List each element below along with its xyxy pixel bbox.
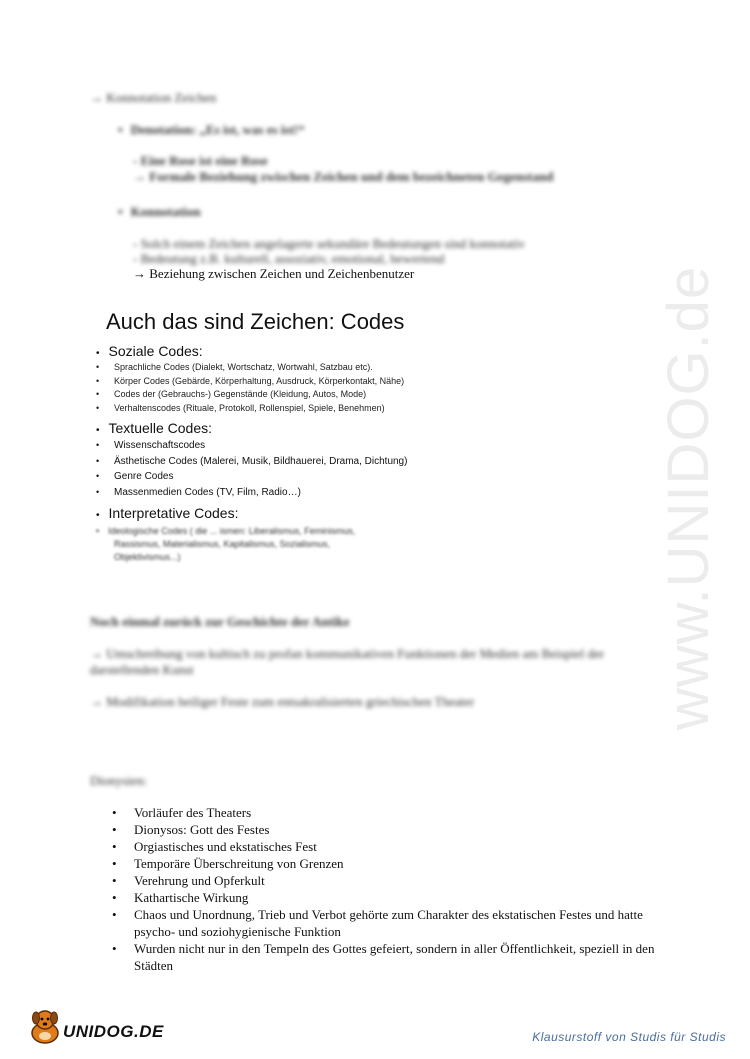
- list-item: • Codes der (Gebrauchs-) Gegenstände (Kleidung, Autos, Mode): [96, 389, 367, 399]
- dog-icon: [25, 1006, 65, 1046]
- antike-paragraph1: → Umschreibung von kultisch zu profan kommunikativen Funktionen der Medien am Beispiel der darstellenden Kunst: [90, 646, 605, 677]
- konnotation-line3: → Beziehung zwischen Zeichen und Zeichenbenutzer: [133, 266, 415, 281]
- unidog-logo: [25, 1006, 165, 1046]
- konnotation-title: • Konnotation: [118, 204, 201, 219]
- antike-paragraph2: → Modifikation heiliger Feste zum entsakralisierten griechischen Theater: [90, 694, 475, 709]
- list-item: • Vorläufer des Theaters: [112, 804, 672, 821]
- bullet-icon: •: [96, 362, 100, 372]
- interpretative-codes-text: [96, 525, 355, 564]
- denotation-line2: → Formale Beziehung zwischen Zeichen und dem bezeichneten Gegenstand: [133, 169, 554, 184]
- list-item-continuation: Rassismus, Materialismus, Kapitalismus, Sozialismus,: [114, 539, 331, 549]
- list-item-continuation: Objektivismus...): [114, 552, 181, 562]
- logo-text: UNIDOG.DE: [63, 1022, 164, 1041]
- bullet-icon: •: [96, 375, 100, 386]
- list-item: • Dionysos: Gott des Festes: [112, 821, 672, 838]
- section1-heading: → Konnotation Zeichen: [90, 90, 217, 105]
- konnotation-line2: - Bedeutung z.B. kulturell, assoziativ, emotional, bewertend: [133, 251, 445, 266]
- list-item: • Sprachliche Codes (Dialekt, Wortschatz, Wortwahl, Satzbau etc).: [96, 362, 373, 372]
- list-item: • Ideologische Codes ( die ... ismen: Liberalismus, Feminismus,: [96, 526, 356, 536]
- bullet-icon: •: [118, 122, 123, 137]
- codes-title: Auch das sind Zeichen: Codes: [106, 309, 405, 334]
- antike-heading: Noch einmal zurück zur Geschichte der Antike: [90, 614, 350, 629]
- watermark: www.UNIDOG.de: [656, 265, 721, 730]
- footer-tagline: Klausurstoff von Studis für Studis: [532, 1030, 726, 1044]
- denotation-title: • Denotation: „Es ist, was es ist!“: [118, 122, 305, 137]
- bullet-icon: •: [96, 510, 100, 521]
- list-item: • Wurden nicht nur in den Tempeln des Gottes gefeiert, sondern in aller Öffentlichkeit, speziell in den Städten: [112, 940, 672, 974]
- list-item: • Kathartische Wirkung: [112, 889, 672, 906]
- konnotation-line1: - Solch einem Zeichen angelagerte sekundäre Bedeutungen sind konnotativ: [133, 236, 526, 251]
- list-item: • Orgiastisches und ekstatisches Fest: [112, 838, 672, 855]
- bullet-icon: •: [96, 455, 100, 466]
- dionysien-heading: Dionysien:: [90, 773, 148, 788]
- list-item: • Temporäre Überschreitung von Grenzen: [112, 855, 672, 872]
- bullet-icon: •: [96, 348, 100, 359]
- arrow-right-icon: →: [133, 169, 146, 184]
- list-item: • Massenmedien Codes (TV, Film, Radio…): [96, 486, 301, 498]
- arrow-right-icon: →: [90, 694, 103, 709]
- list-item: • Wissenschaftscodes: [96, 440, 206, 451]
- social-codes-list: [96, 362, 404, 416]
- arrow-right-icon: →: [133, 266, 146, 281]
- bullet-icon: •: [118, 204, 123, 219]
- list-item: • Verhaltenscodes (Rituale, Protokoll, Rollenspiel, Spiele, Benehmen): [96, 402, 385, 413]
- list-item: • Verehrung und Opferkult: [112, 872, 672, 889]
- bullet-icon: •: [96, 471, 100, 481]
- bullet-icon: •: [96, 389, 100, 399]
- bullet-icon: •: [96, 526, 100, 536]
- bullet-icon: •: [96, 440, 100, 450]
- social-codes-heading: • Soziale Codes:: [96, 343, 203, 359]
- list-item: • Chaos und Unordnung, Trieb und Verbot gehörte zum Charakter des ekstatischen Festes und hatte psycho- und soziohygienische Funktion: [112, 906, 672, 940]
- arrow-right-icon: →: [90, 646, 103, 661]
- list-item: • Genre Codes: [96, 471, 174, 482]
- textual-codes-heading: • Textuelle Codes:: [96, 420, 213, 436]
- dionysien-list: [112, 804, 672, 974]
- list-item: • Ästhetische Codes (Malerei, Musik, Bildhauerei, Drama, Dichtung): [96, 455, 408, 467]
- textual-codes-list: [96, 440, 407, 502]
- list-item: • Körper Codes (Gebärde, Körperhaltung, Ausdruck, Körperkontakt, Nähe): [96, 375, 405, 386]
- interpretative-codes-heading: • Interpretative Codes:: [96, 505, 239, 521]
- denotation-line1: - Eine Rose ist eine Rose: [133, 153, 268, 168]
- bullet-icon: •: [96, 425, 100, 436]
- bullet-icon: •: [96, 402, 100, 413]
- arrow-right-icon: →: [90, 90, 103, 105]
- bullet-icon: •: [96, 486, 100, 497]
